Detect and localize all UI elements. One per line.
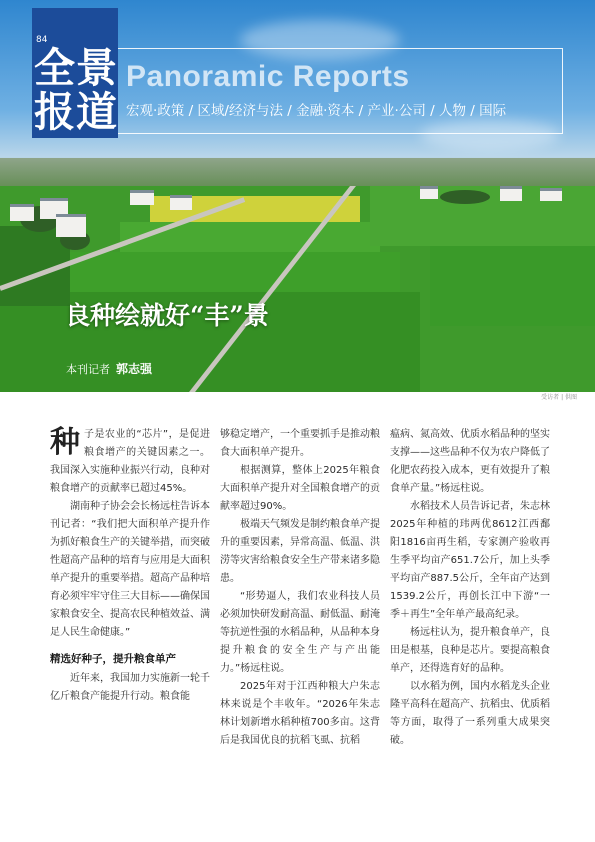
paragraph: 近年来，我国加力实施新一轮千亿斤粮食产能提升行动。粮食能 — [50, 673, 210, 702]
paragraph: 瘟病、氮高效、优质水稻品种的坚实支撑——这些品种不仅为农户降低了化肥农药投入成本，更有效提升了粮食单产量。”杨远柱说。 — [390, 429, 550, 494]
column-title-line2: 报道 — [34, 88, 118, 136]
paragraph: 根据测算，整体上2025年粮食大面积单产提升对全国粮食增产的贡献率超过90%。 — [220, 465, 380, 512]
paragraph: “形势逼人，我们农业科技人员必须加快研发耐高温、耐低温、耐淹等抗逆性强的水稻品种，从品种本身提升粮食的安全生产与产出能力。”杨远柱说。 — [220, 591, 380, 674]
category-list: 宏观·政策 / 区域/经济与法 / 金融·资本 / 产业·公司 / 人物 / 国际 — [126, 103, 507, 119]
paragraph: 杨远柱认为，提升粮食单产，良田是根基，良种是芯片。要提高粮食单产，还得选育好的品种。 — [390, 627, 550, 674]
paragraph: 极端天气频发是制约粮食单产提升的重要因素，异常高温、低温、洪涝等灾害给粮食安全生产带来诸多隐患。 — [220, 519, 380, 584]
byline — [66, 360, 152, 377]
column-title-line1: 全景 — [34, 44, 118, 92]
paragraph: 湖南种子协会会长杨远柱告诉本刊记者：“我们把大面积单产提升作为抓好粮食生产的关键举措，而突破性超高产品种的培育与应用是大面积单产提升的重要举措。超高产品种培育必须牢牢守住三大目标——确保国家粮食安全、提高农民种植效益、满足人民生命健康。” — [50, 501, 210, 638]
article-column-3 — [390, 426, 550, 750]
byline-author: 郭志强 — [116, 362, 153, 376]
paragraph: 以水稻为例，国内水稻龙头企业隆平高科在超高产、抗稻虫、优质稻等方面，取得了一系列重大成果突破。 — [390, 681, 550, 746]
article-headline: 良种绘就好“丰”景 — [65, 301, 269, 330]
column-title-english: Panoramic Reports — [126, 60, 410, 93]
photo-credit: 受访者 | 供图 — [541, 394, 577, 401]
paragraph: 水稻技术人员告诉记者，朱志林2025年种植的玮两优8612江西鄱阳1816亩再生稻，专家测产验收再生季平均亩产651.7公斤，加上头季平均亩产887.5公斤，全年亩产达到1539.2公斤，再创长江中下游“一季＋再生”全年单产最高纪录。 — [390, 501, 550, 620]
article-column-1 — [50, 426, 210, 706]
paragraph: 够稳定增产，一个重要抓手是推动粮食大面积单产提升。 — [220, 429, 380, 458]
drop-cap: 种 — [50, 425, 80, 460]
section-subheading: 精选好种子，提升粮食单产 — [50, 653, 176, 665]
paragraph: 种子是农业的“芯片”，是促进粮食增产的关键因素之一。我国深入实施种业振兴行动，良种对粮食增产的贡献率已超过45%。 — [50, 425, 210, 494]
page-number: 84 — [36, 35, 48, 45]
paragraph: 2025年对于江西种粮大户朱志林来说是个丰收年。“2026年朱志林计划新增水稻种植700多亩。这背后是我国优良的抗稻飞虱、抗稻 — [220, 681, 380, 746]
byline-label: 本刊记者 — [66, 363, 110, 376]
article-column-2 — [220, 426, 380, 750]
